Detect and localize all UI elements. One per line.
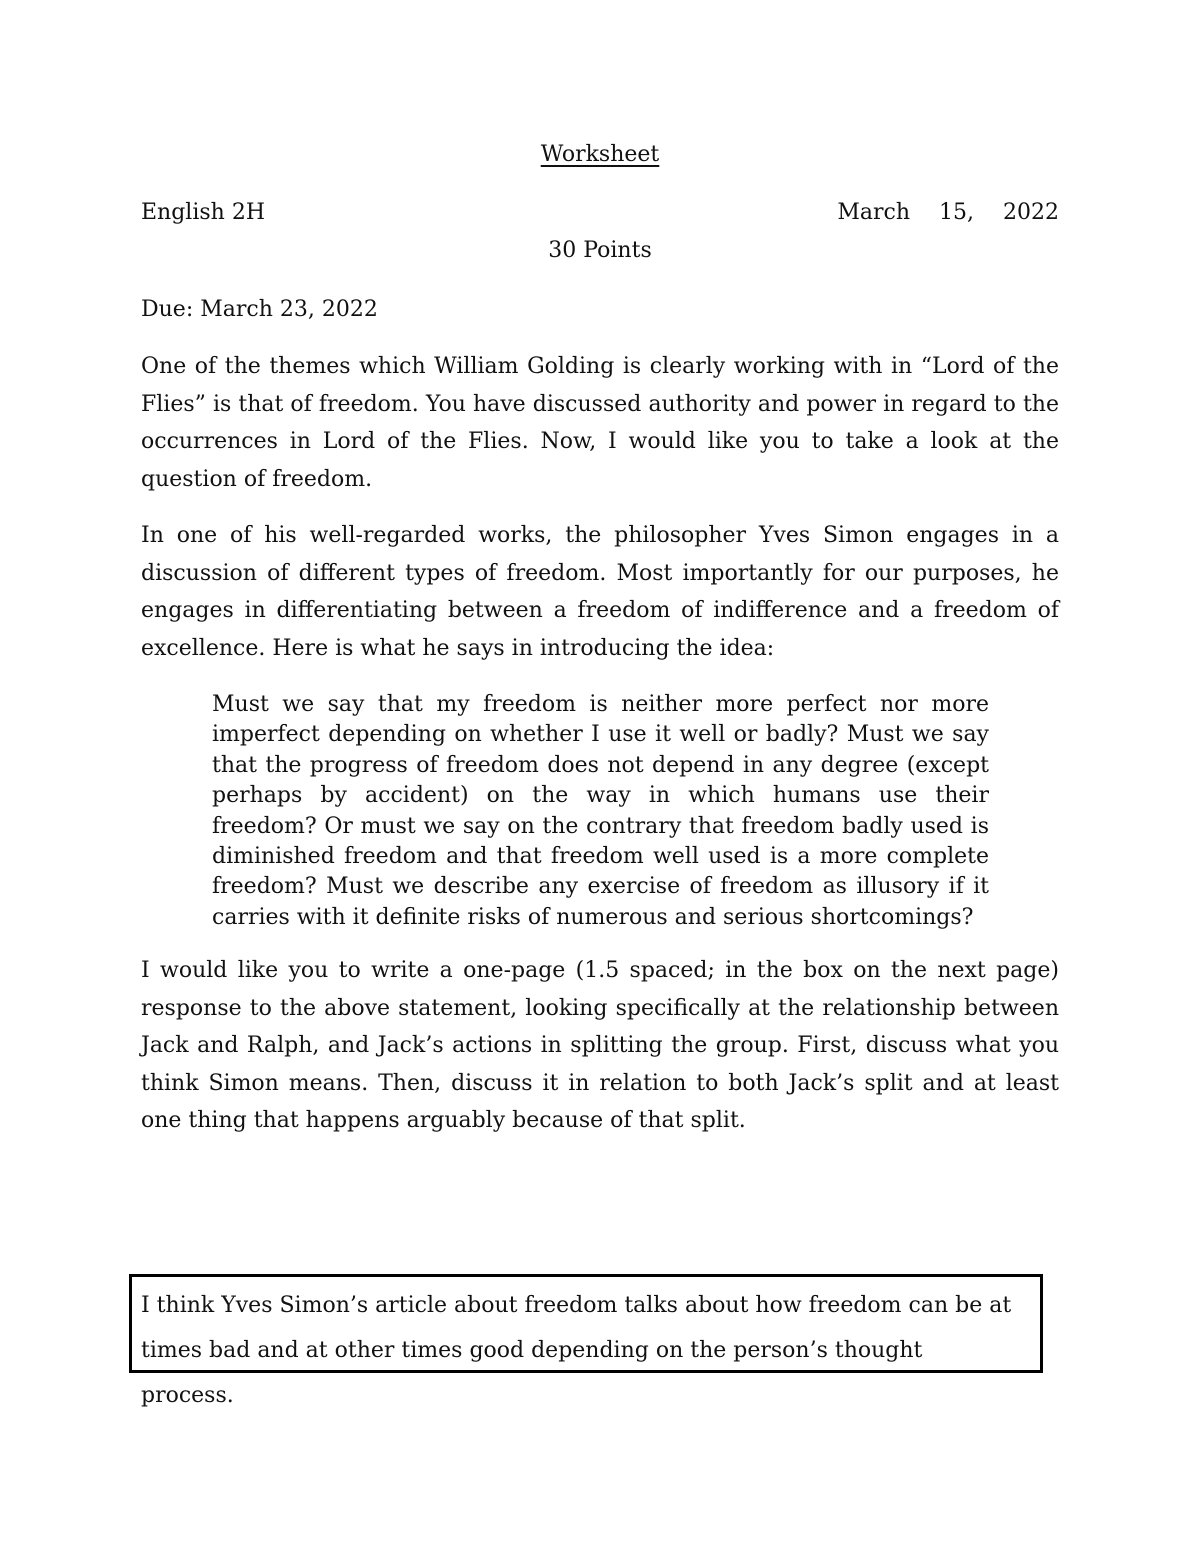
answer-text: I think Yves Simon’s article about freedom talks about how freedom can be at times bad and at other times good depending on the person’s thought process.	[141, 1293, 1012, 1408]
intro-paragraph: One of the themes which William Golding is clearly working with in “Lord of the Flies” is that of freedom. You have discussed authority and power in regard to the occurrences in Lord of the Flies. Now, I would like you to take a look at the question of freedom.	[141, 354, 1059, 492]
due-date: Due: March 23, 2022	[141, 297, 378, 322]
answer-box[interactable]	[129, 1274, 1043, 1408]
page-title: Worksheet	[540, 142, 660, 167]
context-paragraph: In one of his well-regarded works, the philosopher Yves Simon engages in a discussion of different types of freedom. Most importantly for our purposes, he engages in differentiating between a freedom of indifference and a freedom of excellence. Here is what he says in introducing the idea:	[141, 523, 1059, 661]
block-quote: Must we say that my freedom is neither more perfect nor more imperfect depending on whether I use it well or badly? Must we say that the progress of freedom does not depend in any degree (except perhaps by accident) on the way in which humans use their freedom? Or must we say on the contrary that freedom badly used is diminished freedom and that freedom well used is a more complete freedom? Must we describe any exercise of freedom as illusory if it carries with it definite risks of numerous and serious shortcomings?	[212, 692, 989, 930]
date-label: March 15, 2022	[837, 200, 1059, 225]
instructions-paragraph: I would like you to write a one-page (1.5 spaced; in the box on the next page) response to the above statement, looking specifically at the relationship between Jack and Ralph, and Jack’s actions in splitting the group. First, discuss what you think Simon means. Then, discuss it in relation to both Jack’s split and at least one thing that happens arguably because of that split.	[141, 958, 1059, 1133]
course-label: English 2H	[141, 200, 266, 225]
points-label: 30 Points	[548, 238, 652, 263]
